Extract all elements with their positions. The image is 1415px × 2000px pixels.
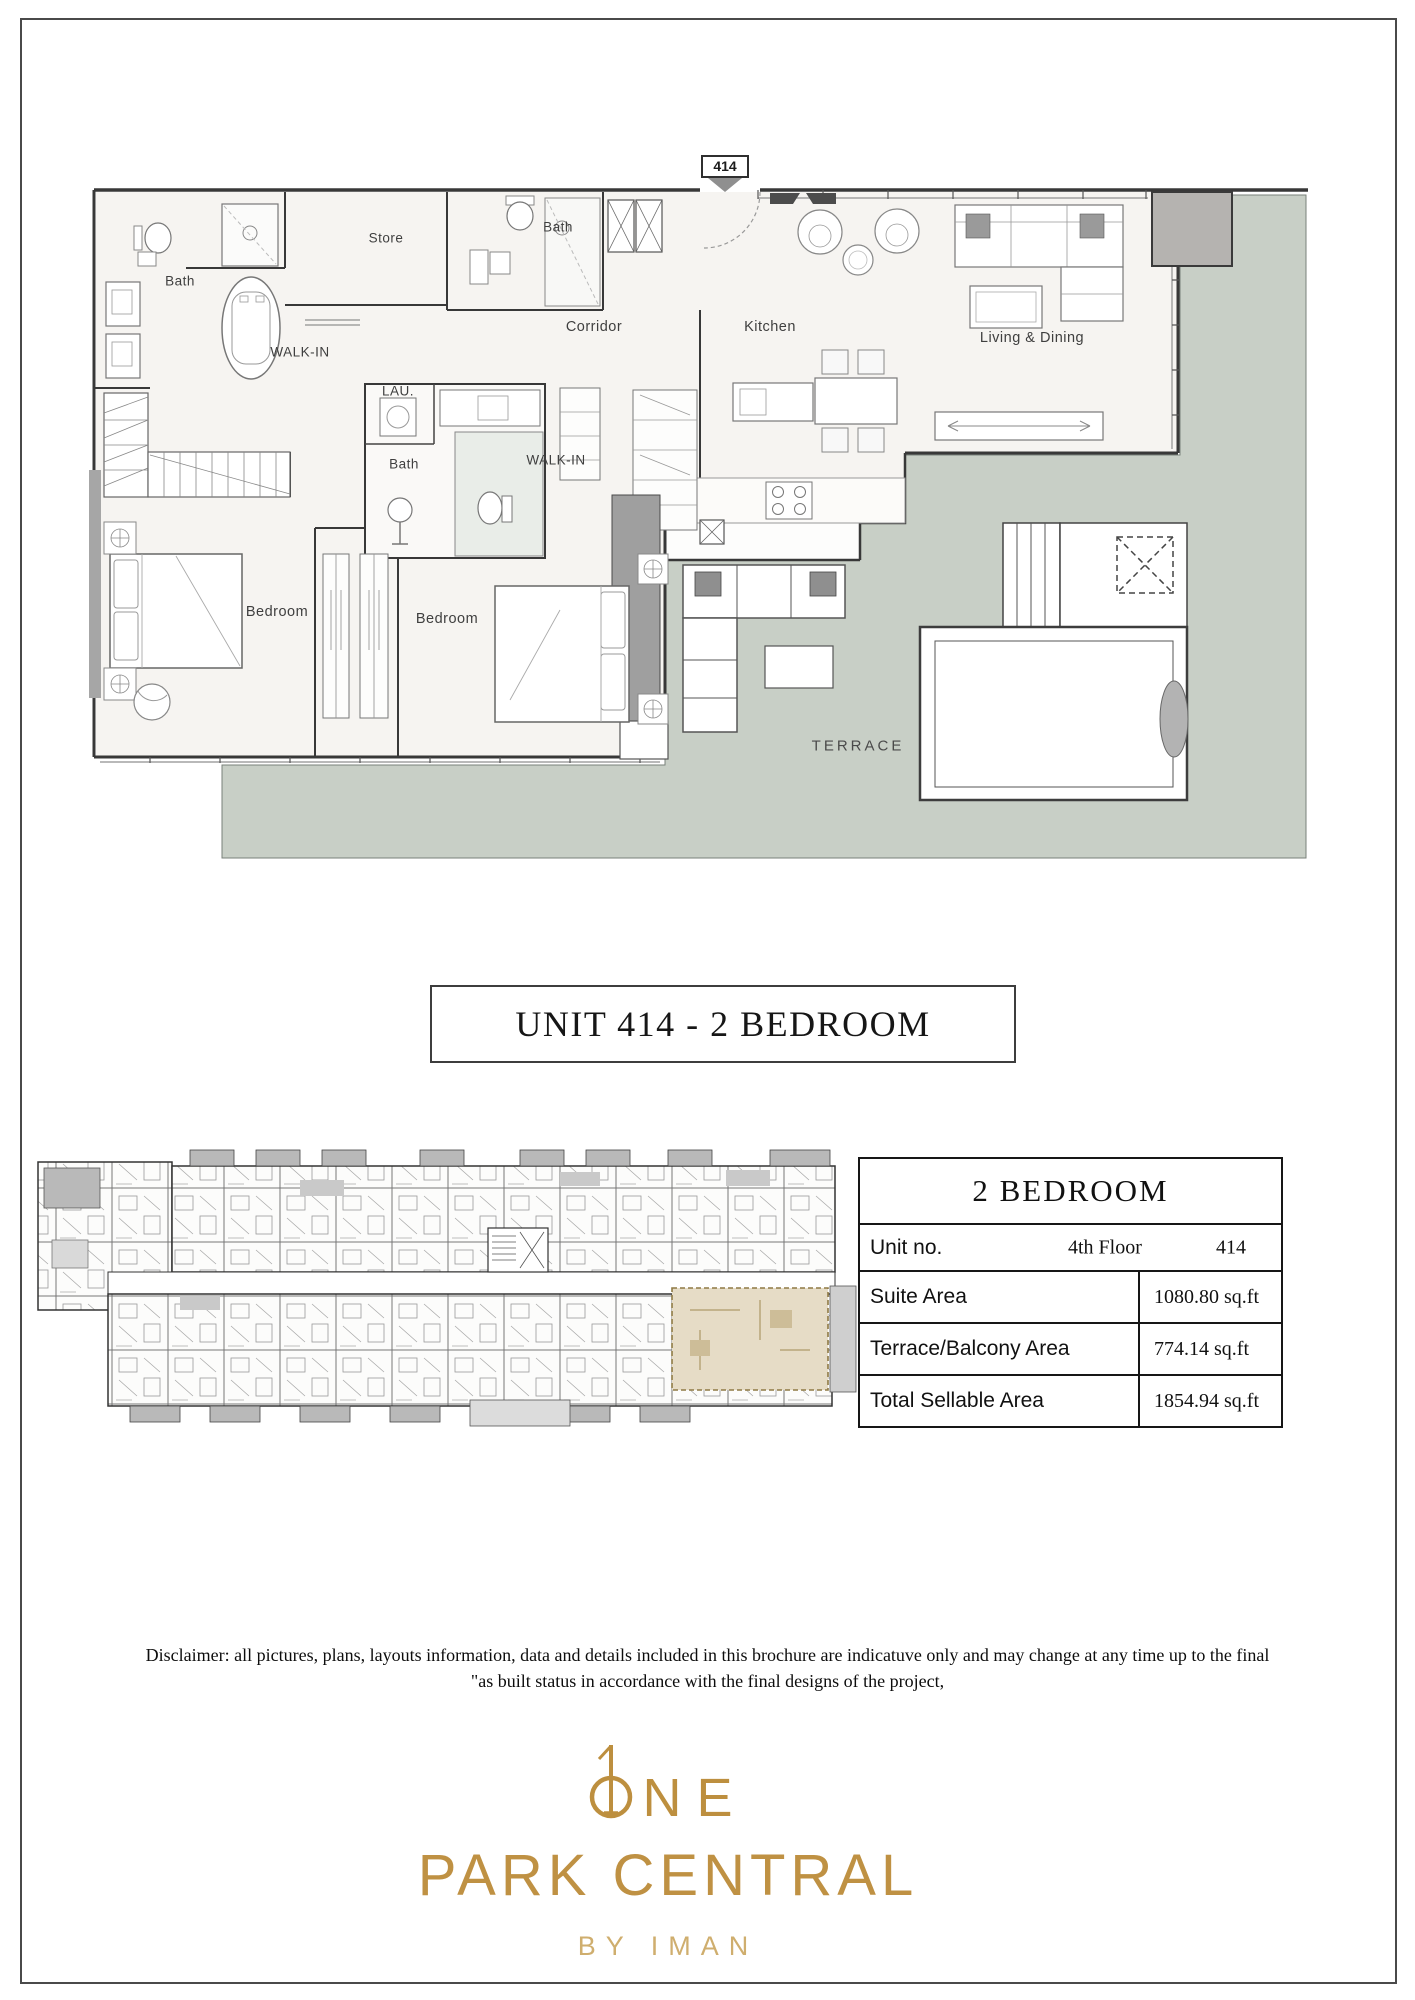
unit-floor-value: 4th Floor [1068, 1236, 1142, 1258]
suite-area-value: 1080.80 sq.ft [1154, 1285, 1259, 1308]
disclaimer-line-1: Disclaimer: all pictures, plans, layouts information, data and details included in this brochure are indicatuve only and may change at any time up to the final [145, 1645, 1270, 1665]
table-unit-row [860, 1225, 1281, 1272]
logo-byline: BY IMAN [577, 1931, 759, 1961]
room-label-corridor: Corridor [565, 319, 623, 335]
room-label-walkin-1: WALK-IN [270, 344, 330, 360]
table-header: 2 BEDROOM [860, 1159, 1281, 1225]
terrace-area-value: 774.14 sq.ft [1154, 1337, 1249, 1360]
terrace-area-label: Terrace/Balcony Area [860, 1324, 1140, 1374]
disclaimer-line-2: "as built status in accordance with the final designs of the project, [470, 1671, 945, 1692]
table-row-terrace-area [860, 1324, 1281, 1376]
table-row-suite-area [860, 1272, 1281, 1324]
logo-name: PARK CENTRAL [417, 1843, 919, 1908]
total-area-label: Total Sellable Area [860, 1376, 1140, 1426]
unit-title-box [430, 985, 1016, 1063]
unit-title-text: UNIT 414 - 2 BEDROOM [515, 1004, 931, 1044]
unit-details-table [858, 1157, 1283, 1428]
unit-414-marker [701, 155, 749, 192]
room-label-living-dining: Living & Dining [979, 330, 1085, 346]
logo-ne-letters: NE [642, 1767, 748, 1828]
room-label-kitchen: Kitchen [744, 319, 796, 335]
suite-area-label: Suite Area [860, 1272, 1140, 1322]
room-label-walkin-2: WALK-IN [526, 452, 586, 468]
room-label-bath-2: Bath [543, 219, 573, 235]
unit-number-value: 414 [1216, 1236, 1246, 1258]
one-numeral-icon [588, 1742, 636, 1820]
logo-one-mark [348, 1742, 988, 1828]
room-label-terrace: TERRACE [811, 737, 905, 755]
room-label-bath-1: Bath [165, 273, 195, 289]
table-row-total-area [860, 1376, 1281, 1426]
unit-marker-pointer-icon [708, 178, 742, 192]
unit-marker-number: 414 [701, 155, 749, 178]
room-label-store: Store [368, 230, 404, 246]
brand-logo [348, 1742, 988, 1962]
total-area-value: 1854.94 sq.ft [1154, 1389, 1259, 1412]
room-label-bedroom-1: Bedroom [245, 604, 309, 620]
room-label-bedroom-2: Bedroom [415, 611, 479, 627]
unit-no-label: Unit no. [870, 1235, 943, 1259]
room-label-laundry: LAU. [381, 383, 415, 399]
disclaimer [50, 1642, 1365, 1694]
room-label-bath-3: Bath [389, 456, 419, 472]
